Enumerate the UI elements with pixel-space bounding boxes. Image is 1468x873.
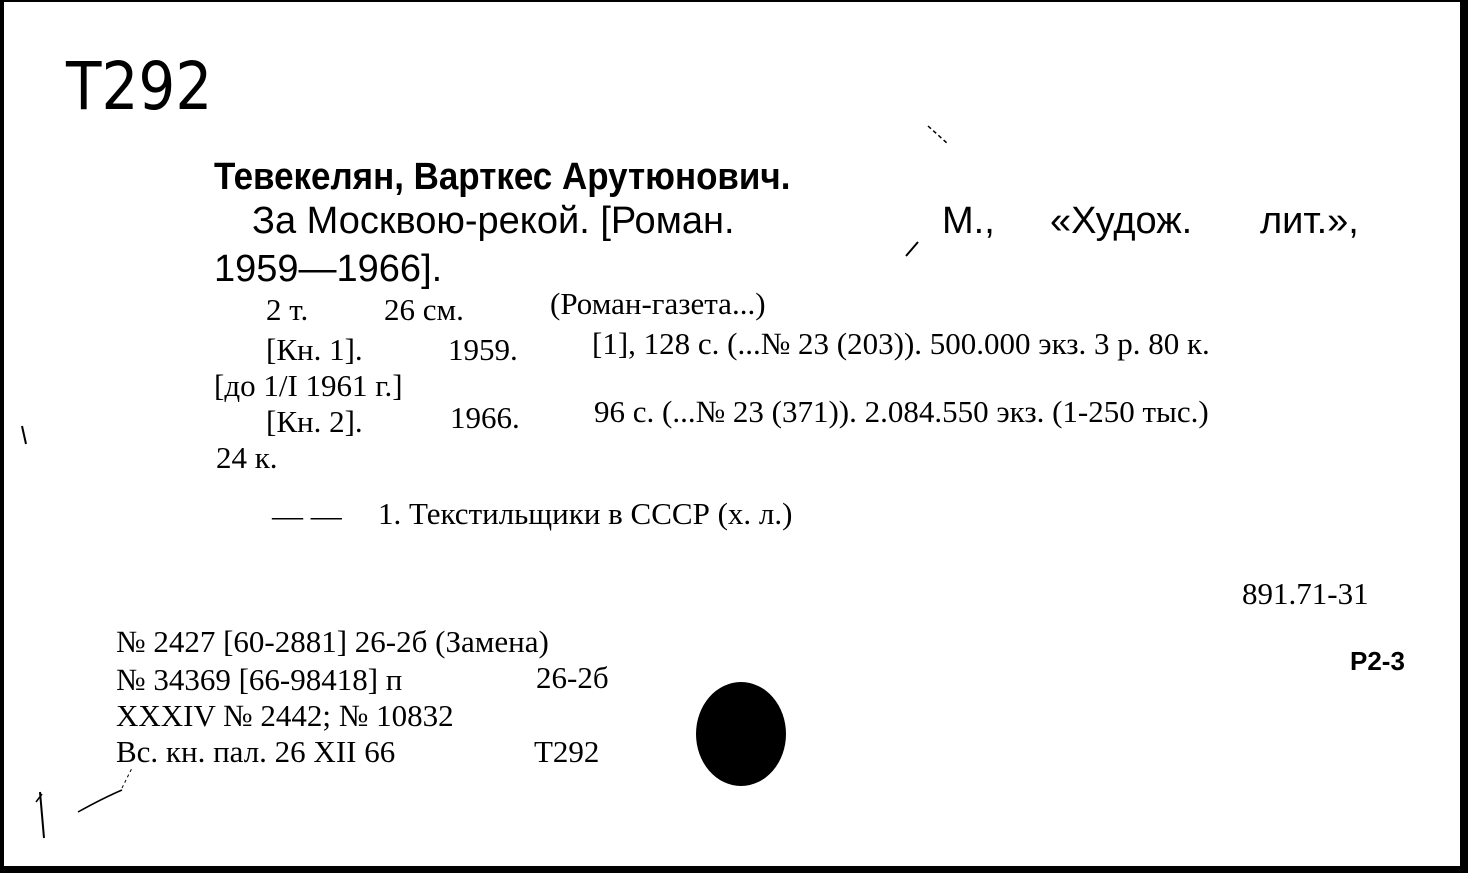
imprint-place: М., — [942, 200, 995, 242]
volumes: 2 т. — [266, 292, 309, 327]
book2-price: 24 к. — [216, 440, 278, 475]
shelf-mark: Р2-3 — [1350, 646, 1405, 676]
author-heading: Тевекелян, Варткес Арутюнович. — [214, 156, 791, 198]
catalog-card — [4, 2, 1460, 866]
book1-details: [1], 128 с. (...№ 23 (203)). 500.000 экз. 3 р. 80 к. — [592, 326, 1210, 361]
book2-label: [Кн. 2]. — [266, 404, 363, 439]
book1-note: [до 1/I 1961 г.] — [214, 368, 403, 403]
call-number: Т292 — [66, 48, 213, 125]
series: (Роман-газета...) — [550, 286, 766, 321]
record-line-2: № 34369 [66-98418] п — [116, 662, 403, 697]
title-line-2: 1959—1966]. — [214, 248, 443, 290]
book1-year: 1959. — [448, 332, 518, 367]
title-line-1: За Москвою-рекой. [Роман. — [252, 200, 735, 242]
classification: 891.71-31 — [1242, 576, 1369, 611]
book1-label: [Кн. 1]. — [266, 332, 363, 367]
pencil-marks — [4, 2, 1460, 866]
record-line-4: Вс. кн. пал. 26 XII 66 — [116, 734, 396, 769]
book2-details: 96 с. (...№ 23 (371)). 2.084.550 экз. (1-250 тыс.) — [594, 394, 1209, 429]
record-line-3: XXXIV № 2442; № 10832 — [116, 698, 454, 733]
imprint-publisher-2: лит.», — [1260, 200, 1359, 242]
imprint-publisher: «Худож. — [1050, 200, 1193, 242]
subject-dashes: — — — [272, 498, 342, 533]
size: 26 см. — [384, 292, 464, 327]
record-line-4-code: Т292 — [534, 734, 600, 769]
book2-year: 1966. — [450, 400, 520, 435]
record-line-1: № 2427 [60-2881] 26-2б (Замена) — [116, 624, 549, 659]
subject-entry: 1. Текстильщики в СССР (х. л.) — [378, 496, 793, 531]
record-line-2-code: 26-2б — [536, 660, 609, 695]
